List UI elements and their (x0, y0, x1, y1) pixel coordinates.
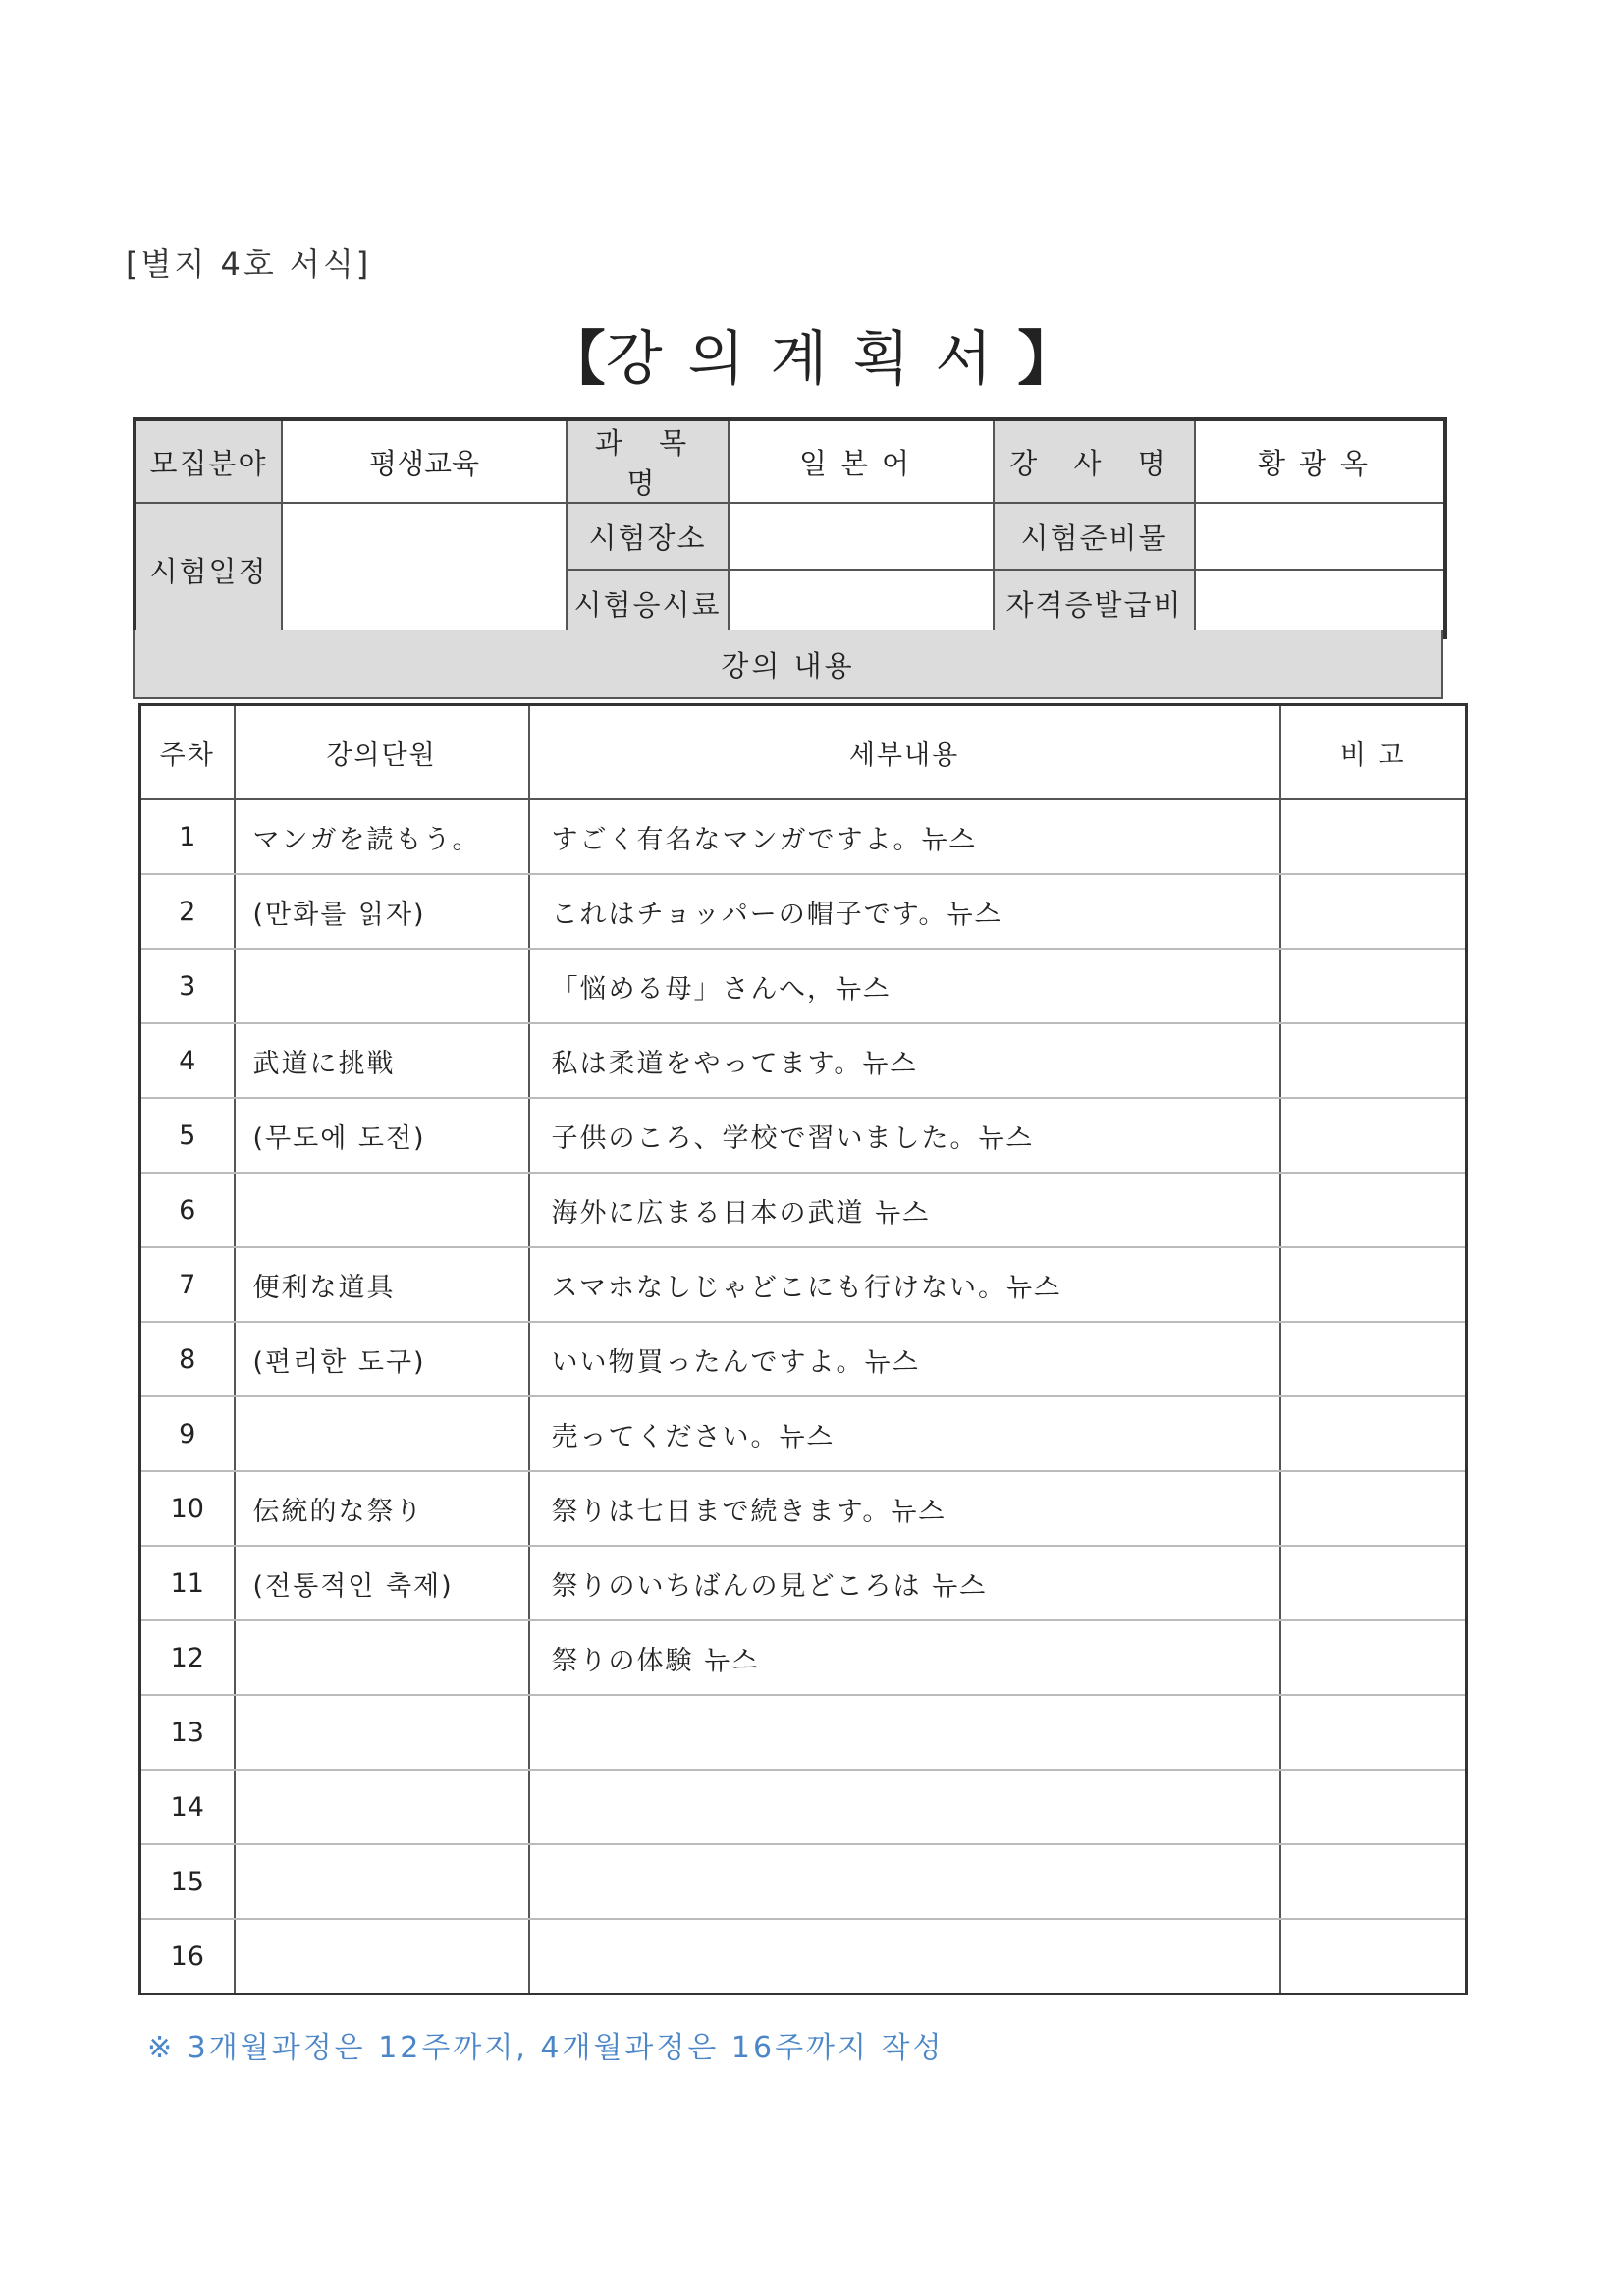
unit-cell[interactable] (235, 949, 529, 1023)
table-row (140, 1844, 1467, 1919)
unit-cell[interactable]: 便利な道具 (235, 1247, 529, 1322)
table-row (140, 1770, 1467, 1844)
week-cell: 2 (140, 874, 235, 949)
table-row (140, 799, 1467, 874)
table-row (140, 1396, 1467, 1471)
cert-fee-label: 자격증발급비 (994, 570, 1195, 637)
title-text: 강의계획서 (605, 325, 1018, 394)
detail-cell[interactable]: すごく有名なマンガですよ。뉴스 (529, 799, 1280, 874)
table-row (140, 1098, 1467, 1173)
header-row-2 (135, 503, 1445, 570)
detail-cell[interactable]: これはチョッパーの帽子です。뉴스 (529, 874, 1280, 949)
note-cell[interactable] (1280, 1322, 1467, 1396)
unit-cell[interactable] (235, 1770, 529, 1844)
exam-materials-label: 시험준비물 (994, 503, 1195, 570)
unit-cell[interactable]: (만화를 읽자) (235, 874, 529, 949)
note-cell[interactable] (1280, 1695, 1467, 1770)
subject-value[interactable]: 일본어 (729, 419, 994, 503)
exam-fee-label: 시험응시료 (567, 570, 729, 637)
table-row (140, 1919, 1467, 1995)
table-row (140, 1247, 1467, 1322)
note-cell[interactable] (1280, 1844, 1467, 1919)
cert-fee-value[interactable] (1195, 570, 1445, 637)
unit-cell[interactable] (235, 1695, 529, 1770)
unit-cell[interactable]: 武道に挑戦 (235, 1023, 529, 1098)
unit-cell[interactable] (235, 1620, 529, 1695)
document-title (0, 312, 1623, 397)
table-row (140, 1620, 1467, 1695)
table-row (140, 1322, 1467, 1396)
note-cell[interactable] (1280, 1546, 1467, 1620)
detail-cell[interactable]: 子供のころ、学校で習いました。뉴스 (529, 1098, 1280, 1173)
subject-label: 과 목 명 (567, 419, 729, 503)
week-cell: 1 (140, 799, 235, 874)
week-cell: 10 (140, 1471, 235, 1546)
title-bracket-left-icon: 【 (546, 325, 606, 394)
week-cell: 8 (140, 1322, 235, 1396)
table-row (140, 1023, 1467, 1098)
detail-cell[interactable]: 「悩める母」さんへ，뉴스 (529, 949, 1280, 1023)
note-cell[interactable] (1280, 1023, 1467, 1098)
unit-cell[interactable]: 伝統的な祭り (235, 1471, 529, 1546)
table-row (140, 1695, 1467, 1770)
week-cell: 3 (140, 949, 235, 1023)
week-column-header: 주차 (140, 705, 235, 800)
unit-cell[interactable]: (전통적인 축제) (235, 1546, 529, 1620)
week-cell: 16 (140, 1919, 235, 1995)
footnote: ※ 3개월과정은 12주까지, 4개월과정은 16주까지 작성 (147, 2031, 945, 2065)
unit-column-header: 강의단원 (235, 705, 529, 800)
table-row (140, 1546, 1467, 1620)
week-cell: 4 (140, 1023, 235, 1098)
plan-header-row (140, 705, 1467, 800)
note-cell[interactable] (1280, 1247, 1467, 1322)
note-column-header: 비 고 (1280, 705, 1467, 800)
title-bracket-right-icon: 】 (1017, 325, 1077, 394)
section-title: 강의 내용 (133, 630, 1443, 699)
week-cell: 15 (140, 1844, 235, 1919)
field-label: 모집분야 (135, 419, 282, 503)
unit-cell[interactable] (235, 1396, 529, 1471)
note-cell[interactable] (1280, 1919, 1467, 1995)
unit-cell[interactable]: マンガを読もう。 (235, 799, 529, 874)
note-cell[interactable] (1280, 1173, 1467, 1247)
lecture-plan-table (138, 703, 1468, 1995)
exam-materials-value[interactable] (1195, 503, 1445, 570)
week-cell: 7 (140, 1247, 235, 1322)
detail-cell[interactable]: いい物買ったんですよ。뉴스 (529, 1322, 1280, 1396)
instructor-value[interactable]: 황광옥 (1195, 419, 1445, 503)
week-cell: 9 (140, 1396, 235, 1471)
detail-cell[interactable]: 私は柔道をやってます。뉴스 (529, 1023, 1280, 1098)
note-cell[interactable] (1280, 1770, 1467, 1844)
unit-cell[interactable]: (무도에 도전) (235, 1098, 529, 1173)
detail-cell[interactable] (529, 1695, 1280, 1770)
detail-cell[interactable]: スマホなしじゃどこにも行けない。뉴스 (529, 1247, 1280, 1322)
plan-body (140, 799, 1467, 1995)
unit-cell[interactable] (235, 1919, 529, 1995)
detail-column-header: 세부내용 (529, 705, 1280, 800)
note-cell[interactable] (1280, 1396, 1467, 1471)
note-cell[interactable] (1280, 949, 1467, 1023)
exam-schedule-value[interactable] (282, 503, 567, 637)
detail-cell[interactable] (529, 1919, 1280, 1995)
note-cell[interactable] (1280, 874, 1467, 949)
detail-cell[interactable]: 祭りのいちばんの見どころは 뉴스 (529, 1546, 1280, 1620)
note-cell[interactable] (1280, 799, 1467, 874)
table-row (140, 1173, 1467, 1247)
exam-schedule-label: 시험일정 (135, 503, 282, 637)
header-table (133, 417, 1447, 639)
detail-cell[interactable]: 祭りは七日まで続きます。뉴스 (529, 1471, 1280, 1546)
table-row (140, 874, 1467, 949)
instructor-label: 강 사 명 (994, 419, 1195, 503)
week-cell: 5 (140, 1098, 235, 1173)
unit-cell[interactable] (235, 1173, 529, 1247)
unit-cell[interactable] (235, 1844, 529, 1919)
exam-fee-value[interactable] (729, 570, 994, 637)
week-cell: 11 (140, 1546, 235, 1620)
detail-cell[interactable]: 海外に広まる日本の武道 뉴스 (529, 1173, 1280, 1247)
table-row (140, 949, 1467, 1023)
week-cell: 14 (140, 1770, 235, 1844)
week-cell: 6 (140, 1173, 235, 1247)
field-value[interactable]: 평생교육 (282, 419, 567, 503)
table-row (140, 1471, 1467, 1546)
note-cell[interactable] (1280, 1471, 1467, 1546)
week-cell: 13 (140, 1695, 235, 1770)
note-cell[interactable] (1280, 1098, 1467, 1173)
unit-cell[interactable]: (편리한 도구) (235, 1322, 529, 1396)
note-cell[interactable] (1280, 1620, 1467, 1695)
header-row-1 (135, 419, 1445, 503)
detail-cell[interactable]: 売ってください。뉴스 (529, 1396, 1280, 1471)
exam-place-label: 시험장소 (567, 503, 729, 570)
detail-cell[interactable] (529, 1770, 1280, 1844)
detail-cell[interactable] (529, 1844, 1280, 1919)
form-code: [별지 4호 서식] (126, 246, 372, 283)
exam-place-value[interactable] (729, 503, 994, 570)
week-cell: 12 (140, 1620, 235, 1695)
detail-cell[interactable]: 祭りの体験 뉴스 (529, 1620, 1280, 1695)
